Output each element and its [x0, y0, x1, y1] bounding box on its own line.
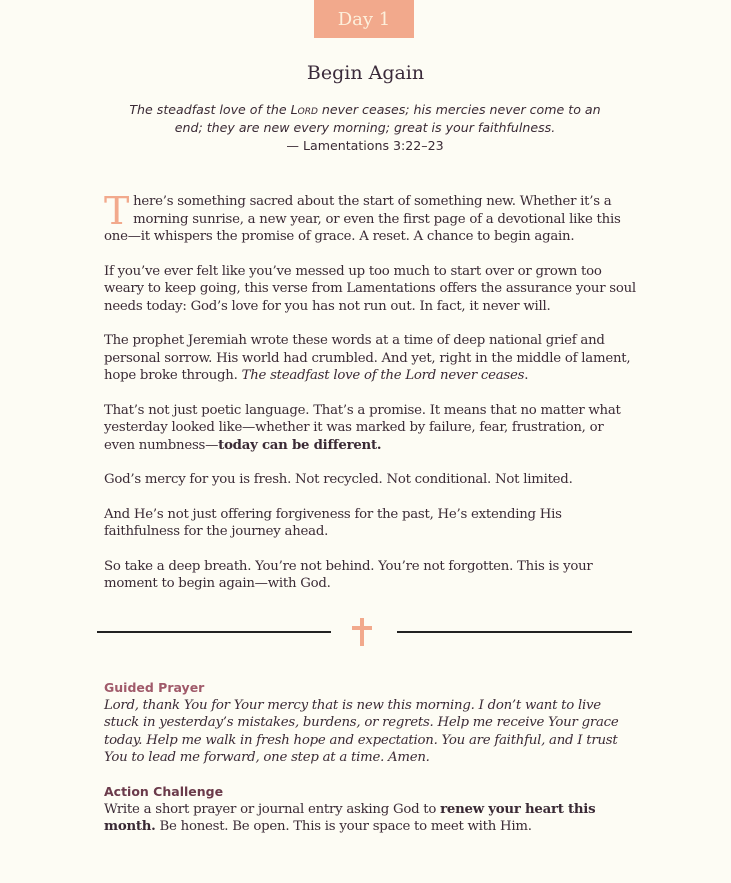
page-title: Begin Again: [306, 62, 425, 84]
prayer-heading: Guided Prayer: [104, 680, 205, 695]
divider-line-left: [97, 631, 331, 633]
paragraph-5: God’s mercy for you is fresh. Not recycled. Not conditional. Not limited.: [104, 472, 573, 487]
inline-verse-quote: The steadfast love of the Lord never ceases: [241, 368, 525, 383]
emphasis-today: today can be different.: [218, 437, 382, 453]
prayer-text: Lord, thank You for Your mercy that is new this morning. I don’t want to live stuck in yesterday’s mistakes, burdens, or regrets. Help me receive Your grace today. Help me walk in fresh hope and expectation. You are faithful, and I trust You to lead me forward, one step at a time. Amen.: [104, 697, 619, 765]
verse-text: The steadfast love of the Lord never ceases; his mercies never come to an end; they are new every morning; great is your faithfulness.: [129, 102, 601, 135]
devotional-body: [104, 189, 636, 610]
cross-icon: [352, 618, 372, 646]
guided-prayer-section: [104, 679, 636, 767]
paragraph-7: So take a deep breath. You’re not behind. You’re not forgotten. This is your moment to begin again—with God.: [104, 558, 593, 591]
action-challenge-section: [104, 783, 636, 836]
verse-lord: Lord: [290, 102, 318, 117]
day-badge: [314, 0, 414, 38]
action-heading: Action Challenge: [104, 784, 224, 799]
scripture-verse: [120, 101, 610, 155]
action-emphasis: renew your heart this month.: [104, 801, 596, 834]
action-text: Write a short prayer or journal entry asking God to renew your heart this month. Be honest. Be open. This is your space to meet with Him.: [104, 801, 596, 834]
paragraph-6: And He’s not just offering forgiveness for the past, He’s extending His faithfulness for the journey ahead.: [104, 506, 562, 539]
paragraph-2: If you’ve ever felt like you’ve messed up too much to start over or grown too weary to keep going, this verse from Lamentations offers the assurance your soul needs today: God’s love for you has not run out. In fact, it never will.: [104, 263, 636, 314]
drop-cap: T: [104, 189, 130, 233]
paragraph-3: The prophet Jeremiah wrote these words at a time of deep national grief and personal sorrow. His world had crumbled. And yet, right in the middle of lament, hope broke through. The steadfast love of the Lord never ceases.: [104, 333, 631, 383]
divider-line-right: [397, 631, 632, 633]
section-divider: [97, 618, 632, 648]
day-label: Day 1: [337, 8, 391, 30]
verse-reference: — Lamentations 3:22–23: [286, 138, 444, 153]
paragraph-1: There’s something sacred about the start of something new. Whether it’s a morning sunrise, a new year, or even the first page of a devotional like this one—it whispers the promise of grace. A reset. A chance to begin again.: [104, 189, 621, 244]
paragraph-4: That’s not just poetic language. That’s a promise. It means that no matter what yesterday looked like—whether it was marked by failure, fear, frustration, or even numbness—today can be different.: [104, 402, 621, 453]
